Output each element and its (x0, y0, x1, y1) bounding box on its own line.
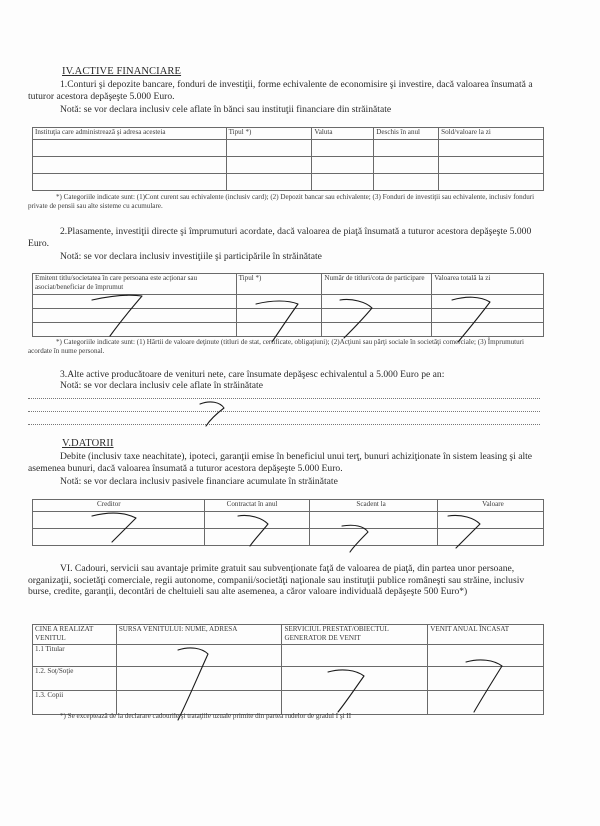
table-row (33, 309, 544, 323)
debts-table (32, 499, 544, 546)
table-row (33, 157, 544, 174)
section-6-footnote: *) Se exceptează de la declarare cadourile şi trataţiile uzuale primite din partea rudelor de gradul I şi II (60, 712, 352, 720)
section-4-paragraph-2: 2.Plasamente, investiţii directe şi împrumuturi acordate, dacă valoarea de piaţă însumată a tuturor acestora depăşeşte 5.000 Euro. (28, 226, 532, 249)
section-5-title: V.DATORII (62, 438, 114, 449)
section-4-note-3: Notă: se vor declara inclusiv cele aflate în străinătate (60, 380, 263, 391)
handwritten-mark (200, 402, 224, 426)
section-6-paragraph: VI. Cadouri, servicii sau avantaje primite gratuit sau subvenţionate faţă de valoarea de piaţă, din partea unor persoane, organizaţii, societăţi comerciale, regii autonome, companii/societăţi naţionale sau instituţii publice româneşti sau străine, inclusiv burse, credite, garanţii, decontări de cheltuieli sau alte asemenea, a căror valoare individuală depăşeşte 500 Euro*) (28, 563, 525, 598)
section-4-paragraph-3: 3.Alte active producătoare de venituri nete, care însumate depăşesc echivalentul a 5.000 Euro pe an: (60, 369, 445, 380)
table2-header-shares: Număr de titluri/cota de participare (322, 274, 432, 295)
row-label-titular: 1.1 Titular (33, 645, 117, 667)
table2-header-type: Tipul *) (236, 274, 322, 295)
table2-header-issuer: Emitent titlu/societatea în care persoana este acţionar sau asociat/beneficiar de împrumut (33, 274, 237, 295)
row-label-children: 1.3. Copii (33, 691, 117, 715)
table-row (33, 667, 544, 691)
table4-header-source: SURSA VENITULUI: NUME, ADRESA (116, 625, 282, 645)
table-row (33, 691, 544, 715)
table2-header-value: Valoarea totală la zi (432, 274, 544, 295)
section-4-note-1: Notă: se vor declara inclusiv cele aflate în bănci sau instituţii financiare din străinătate (60, 104, 392, 115)
table3-header-contracted: Contractat în anul (204, 500, 310, 512)
section-4-title: IV.ACTIVE FINANCIARE (62, 66, 182, 77)
dotted-line (28, 411, 540, 412)
table1-header-institution: Instituţia care administrează şi adresa acesteia (33, 128, 227, 140)
table1-header-balance: Sold/valoare la zi (439, 128, 544, 140)
table-row (33, 529, 544, 546)
section-4-footnote-2: *) Categoriile indicate sunt: (1) Hârtii de valoare deţinute (titluri de stat, certificate, obligaţiuni); (2)Acţiuni sau părţi sociale în societăţi comerciale; (3) Împrumuturi acordate în nume personal. (28, 338, 525, 355)
dotted-line (28, 424, 540, 425)
table-row (33, 140, 544, 157)
table3-header-due: Scadent la (310, 500, 438, 512)
financial-accounts-table (32, 127, 544, 191)
section-4-paragraph-1: 1.Conturi şi depozite bancare, fonduri de investiţii, forme echivalente de economisire şi investire, dacă valoarea însumată a tuturor acestora depăşeşte 5.000 Euro. (28, 79, 533, 102)
dotted-line (28, 398, 540, 399)
table1-header-opened: Deschis în anul (374, 128, 439, 140)
table4-header-recipient: CINE A REALIZAT VENITUL (33, 625, 117, 645)
table-row (33, 174, 544, 191)
table1-header-currency: Valuta (312, 128, 374, 140)
section-4-footnote-1: *) Categoriile indicate sunt: (1)Cont curent sau echivalente (inclusiv card); (2) Depozit bancar sau echivalente; (3) Fonduri de investiţii sau echivalente, inclusiv fonduri private de pensii sau alte sisteme cu acumulare. (28, 193, 535, 210)
table-row (33, 512, 544, 529)
table1-header-type: Tipul *) (226, 128, 312, 140)
table3-header-creditor: Creditor (33, 500, 205, 512)
section-5-note: Notă: se vor declara inclusiv pasivele financiare acumulate în străinătate (60, 476, 338, 487)
table-row (33, 323, 544, 337)
gifts-table (32, 624, 544, 715)
table-row (33, 295, 544, 309)
section-5-paragraph: Debite (inclusiv taxe neachitate), ipoteci, garanţii emise în beneficiul unui terţ, bunuri achiziţionate în sistem leasing şi alte asemenea bunuri, dacă valoarea însumată a tuturor acestora depăşeşte 5.000 Euro. (28, 451, 533, 474)
table-row (33, 645, 544, 667)
section-4-note-2: Notă: se vor declara inclusiv investiţiile şi participările în străinătate (60, 251, 322, 262)
investments-table (32, 273, 544, 337)
table3-header-value: Valoare (438, 500, 544, 512)
table4-header-service: SERVICIUL PRESTAT/OBIECTUL GENERATOR DE VENIT (282, 625, 428, 645)
row-label-spouse: 1.2. Soţ/Soţie (33, 667, 117, 691)
table4-header-income: VENIT ANUAL ÎNCASAT (428, 625, 544, 645)
